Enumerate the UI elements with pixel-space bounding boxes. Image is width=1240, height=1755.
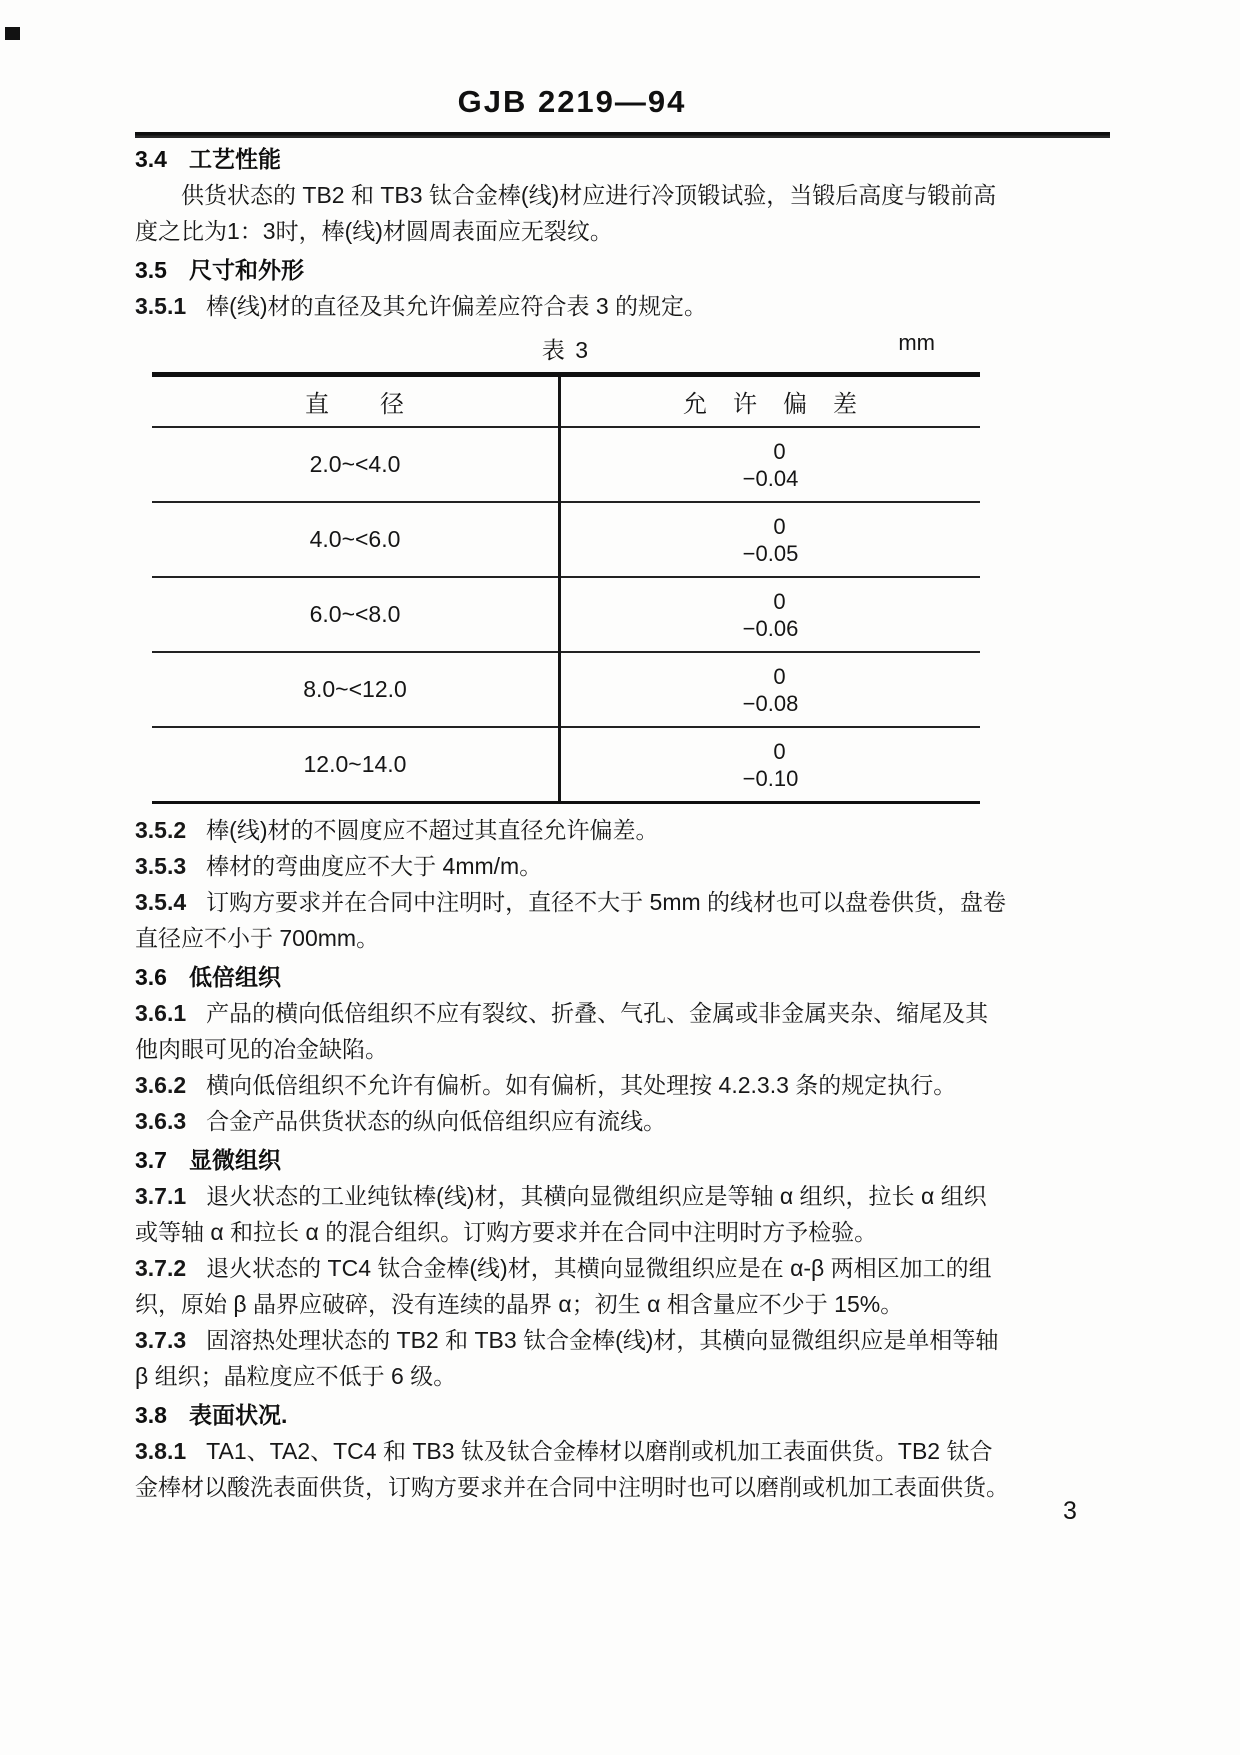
clause-text: 棒(线)材的直径及其允许偏差应符合表 3 的规定。 <box>206 293 708 319</box>
table-row <box>152 727 980 803</box>
tolerance-cell <box>560 502 981 577</box>
clause-number: 3.8.1 <box>135 1438 187 1464</box>
section-heading-3-4 <box>135 141 1009 177</box>
clause-text: TA1、TA2、TC4 和 TB3 钛及钛合金棒材以磨削或机加工表面供货。TB2 钛合金棒材以酸洗表面供货，订购方要求并在合同中注明时也可以磨削或机加工表面供货。 <box>135 1438 1009 1500</box>
tolerance-upper: 0 <box>773 588 786 614</box>
section-number: 3.7 <box>135 1147 167 1173</box>
section-heading-3-7 <box>135 1142 1009 1178</box>
section-title: 显微组织 <box>188 1147 281 1173</box>
clause-text: 横向低倍组织不允许有偏析。如有偏析，其处理按 4.2.3.3 条的规定执行。 <box>206 1072 957 1098</box>
header-rule <box>135 132 1110 138</box>
table-row <box>152 577 980 652</box>
page-content <box>135 0 1009 1505</box>
clause-3-5-1 <box>135 288 1009 324</box>
table-3-caption-row <box>152 330 980 372</box>
clause-text: 固溶热处理状态的 TB2 和 TB3 钛合金棒(线)材，其横向显微组织应是单相等轴 β 组织；晶粒度应不低于 6 级。 <box>135 1327 999 1389</box>
table-3-caption: 表 3 <box>541 337 591 363</box>
tolerance-cell <box>560 427 981 502</box>
paragraph-3-4-body: 供货状态的 TB2 和 TB3 钛合金棒(线)材应进行冷顶锻试验，当锻后高度与锻前高度之比为1：3时，棒(线)材圆周表面应无裂纹。 <box>135 182 997 244</box>
clause-3-7-2 <box>135 1250 1009 1322</box>
tolerance-lower: −0.06 <box>742 615 799 641</box>
clause-3-7-3 <box>135 1322 1009 1394</box>
tolerance-lower: −0.08 <box>742 690 799 716</box>
tolerance-lower: −0.10 <box>742 765 799 791</box>
clause-number: 3.6.1 <box>135 1000 187 1026</box>
tolerance-cell <box>560 727 981 803</box>
clause-3-7-1 <box>135 1178 1009 1250</box>
clause-text: 棒(线)材的不圆度应不超过其直径允许偏差。 <box>206 817 659 843</box>
clause-3-6-2 <box>135 1067 1009 1103</box>
page-number: 3 <box>1063 1497 1077 1525</box>
clause-number: 3.5.4 <box>135 889 187 915</box>
table-header-row <box>152 375 980 428</box>
diameter-cell: 12.0~14.0 <box>152 727 560 803</box>
section-number: 3.5 <box>135 257 167 283</box>
diameter-cell: 4.0~<6.0 <box>152 502 560 577</box>
section-heading-3-8 <box>135 1397 1009 1433</box>
clause-3-5-2 <box>135 812 1009 848</box>
clause-text: 棒材的弯曲度应不大于 4mm/m。 <box>206 853 543 879</box>
clause-text: 订购方要求并在合同中注明时，直径不大于 5mm 的线材也可以盘卷供货，盘卷直径应不小于 700mm。 <box>135 889 1007 951</box>
table-row <box>152 502 980 577</box>
clause-3-8-1 <box>135 1433 1009 1505</box>
tolerance-upper: 0 <box>773 738 786 764</box>
clause-number: 3.5.1 <box>135 293 187 319</box>
diameter-cell: 8.0~<12.0 <box>152 652 560 727</box>
table-3-block <box>152 330 980 804</box>
clause-3-6-3 <box>135 1103 1009 1139</box>
clause-text: 合金产品供货状态的纵向低倍组织应有流线。 <box>206 1108 667 1134</box>
clause-number: 3.5.2 <box>135 817 187 843</box>
table-3 <box>152 372 980 804</box>
clause-number: 3.6.2 <box>135 1072 187 1098</box>
section-title: 尺寸和外形 <box>188 257 304 283</box>
table-3-unit-label: mm <box>898 330 935 355</box>
clause-number: 3.5.3 <box>135 853 187 879</box>
tolerance-upper: 0 <box>773 663 786 689</box>
section-title: 工艺性能 <box>188 146 281 172</box>
clause-text: 退火状态的 TC4 钛合金棒(线)材，其横向显微组织应是在 α-β 两相区加工的组织，原始 β 晶界应破碎，没有连续的晶界 α；初生 α 相含量应不少于 15%。 <box>135 1255 992 1317</box>
tolerance-cell <box>560 577 981 652</box>
tolerance-upper: 0 <box>773 513 786 539</box>
clause-text: 退火状态的工业纯钛棒(线)材，其横向显微组织应是等轴 α 组织，拉长 α 组织或等轴 α 和拉长 α 的混合组织。订购方要求并在合同中注明时方予检验。 <box>135 1183 987 1245</box>
section-title: 表面状况. <box>188 1402 288 1428</box>
tolerance-cell <box>560 652 981 727</box>
tolerance-upper: 0 <box>773 438 786 464</box>
section-heading-3-6 <box>135 959 1009 995</box>
section-heading-3-5 <box>135 252 1009 288</box>
clause-3-5-4 <box>135 884 1009 956</box>
diameter-cell: 6.0~<8.0 <box>152 577 560 652</box>
tolerance-lower: −0.05 <box>742 540 799 566</box>
diameter-cell: 2.0~<4.0 <box>152 427 560 502</box>
tolerance-lower: −0.04 <box>742 465 799 491</box>
section-title: 低倍组织 <box>188 964 281 990</box>
col-header-diameter: 直 径 <box>152 375 560 428</box>
section-number: 3.4 <box>135 146 167 172</box>
clause-number: 3.7.2 <box>135 1255 187 1281</box>
clause-number: 3.7.1 <box>135 1183 187 1209</box>
table-row <box>152 427 980 502</box>
clause-number: 3.6.3 <box>135 1108 187 1134</box>
section-number: 3.8 <box>135 1402 167 1428</box>
clause-number: 3.7.3 <box>135 1327 187 1353</box>
standard-code-title: GJB 2219—94 <box>457 84 687 119</box>
clause-3-6-1 <box>135 995 1009 1067</box>
clause-3-5-3 <box>135 848 1009 884</box>
clause-text: 产品的横向低倍组织不应有裂纹、折叠、气孔、金属或非金属夹杂、缩尾及其他肉眼可见的冶金缺陷。 <box>135 1000 989 1062</box>
section-number: 3.6 <box>135 964 167 990</box>
table-row <box>152 652 980 727</box>
scan-artifact <box>5 27 20 40</box>
col-header-tolerance: 允 许 偏 差 <box>560 375 981 428</box>
